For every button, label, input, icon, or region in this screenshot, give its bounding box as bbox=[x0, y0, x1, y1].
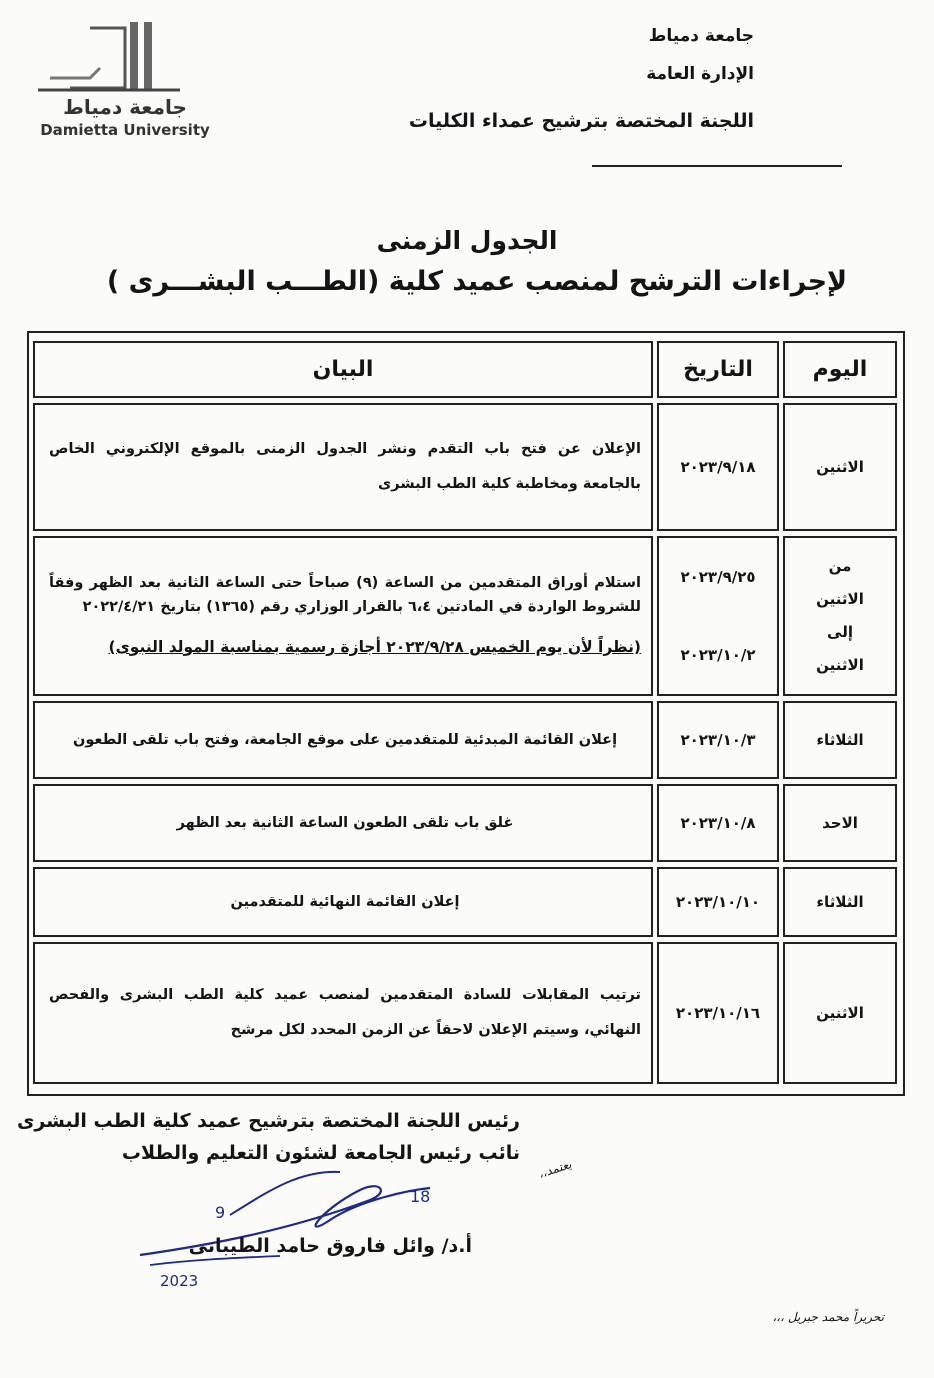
day-range-to-day: الاثنين bbox=[816, 656, 864, 674]
day-range-from-label: من bbox=[828, 557, 852, 575]
university-name: جامعة دمياط bbox=[648, 26, 754, 46]
row-description bbox=[33, 536, 653, 696]
row-description: الإعلان عن فتح باب التقدم ونشر الجدول الزمنى بالموقع الإلكتروني الخاص بالجامعة ومخاطبة كلية الطب البشرى bbox=[33, 403, 653, 531]
prepared-by: تحريراً محمد جبريل ،،، bbox=[772, 1310, 884, 1324]
row-description: ترتيب المقابلات للسادة المتقدمين لمنصب عميد كلية الطب البشرى والفحص النهائي، وسيتم الإعلان لاحقاً عن الزمن المحدد لكل مرشح bbox=[33, 942, 653, 1084]
signatory-name: أ.د/ وائل فاروق حامد الطيبانى bbox=[188, 1235, 472, 1257]
logo-english-text: Damietta University bbox=[40, 121, 210, 139]
row-date: ٢٠٢٣/٩/١٨ bbox=[657, 403, 779, 531]
day-range-to-label: إلى bbox=[827, 623, 853, 641]
svg-text:9: 9 bbox=[215, 1203, 226, 1222]
document-subtitle: لإجراءات الترشح لمنصب عميد كلية (الطـــب البشـــرى ) bbox=[106, 266, 848, 297]
header-description: البيان bbox=[33, 341, 653, 398]
row-day: الاحد bbox=[783, 784, 897, 862]
row-date: ٢٠٢٣/١٠/٨ bbox=[657, 784, 779, 862]
row-description-text: استلام أوراق المتقدمين من الساعة (٩) صباحاً حتى الساعة الثانية بعد الظهر وفقاً للشروط الواردة في المادتين ٦،٤ بالقرار الوزاري رقم (١٣٦٥) بتاريخ ٢٠٢٢/٤/٢١ bbox=[49, 575, 641, 615]
logo-mark-icon bbox=[30, 18, 220, 98]
row-date: ٢٠٢٣/١٠/٣ bbox=[657, 701, 779, 779]
date-from: ٢٠٢٣/٩/٢٥ bbox=[680, 568, 756, 586]
svg-text:18: 18 bbox=[410, 1187, 431, 1206]
header-rule bbox=[592, 165, 842, 167]
signatory-title-2: نائب رئيس الجامعة لشئون التعليم والطلاب bbox=[121, 1142, 520, 1164]
row-description: إعلان القائمة النهائية للمتقدمين bbox=[33, 867, 653, 937]
logo-arabic-text: جامعة دمياط bbox=[63, 95, 187, 119]
row-description: غلق باب تلقى الطعون الساعة الثانية بعد الظهر bbox=[33, 784, 653, 862]
holiday-note: (نظراً لأن يوم الخميس ٢٠٢٣/٩/٢٨ أجازة رسمية بمناسبة المولد النبوى) bbox=[108, 637, 641, 656]
row-day: الثلاثاء bbox=[783, 701, 897, 779]
row-date: ٢٠٢٣/١٠/١٦ bbox=[657, 942, 779, 1084]
handwritten-signature bbox=[130, 1160, 450, 1290]
day-range-from-day: الاثنين bbox=[816, 590, 864, 608]
signatory-title-1: رئيس اللجنة المختصة بترشيح عميد كلية الطب البشرى bbox=[16, 1110, 520, 1132]
row-date-range bbox=[657, 536, 779, 696]
committee-name: اللجنة المختصة بترشيح عمداء الكليات bbox=[408, 110, 754, 132]
header-date: التاريخ bbox=[657, 341, 779, 398]
administration-name: الإدارة العامة bbox=[646, 64, 754, 84]
row-day-range bbox=[783, 536, 897, 696]
row-date: ٢٠٢٣/١٠/١٠ bbox=[657, 867, 779, 937]
date-to: ٢٠٢٣/١٠/٢ bbox=[680, 646, 756, 664]
approval-note: يعتمد،، bbox=[536, 1157, 574, 1181]
row-day: الثلاثاء bbox=[783, 867, 897, 937]
svg-text:2023: 2023 bbox=[160, 1272, 199, 1290]
row-description: إعلان القائمة المبدئية للمتقدمين على موقع الجامعة، وفتح باب تلقى الطعون bbox=[33, 701, 653, 779]
schedule-table bbox=[27, 331, 905, 1096]
header-day: اليوم bbox=[783, 341, 897, 398]
row-day: الاثنين bbox=[783, 942, 897, 1084]
row-day: الاثنين bbox=[783, 403, 897, 531]
document-title: الجدول الزمنى bbox=[376, 226, 558, 255]
